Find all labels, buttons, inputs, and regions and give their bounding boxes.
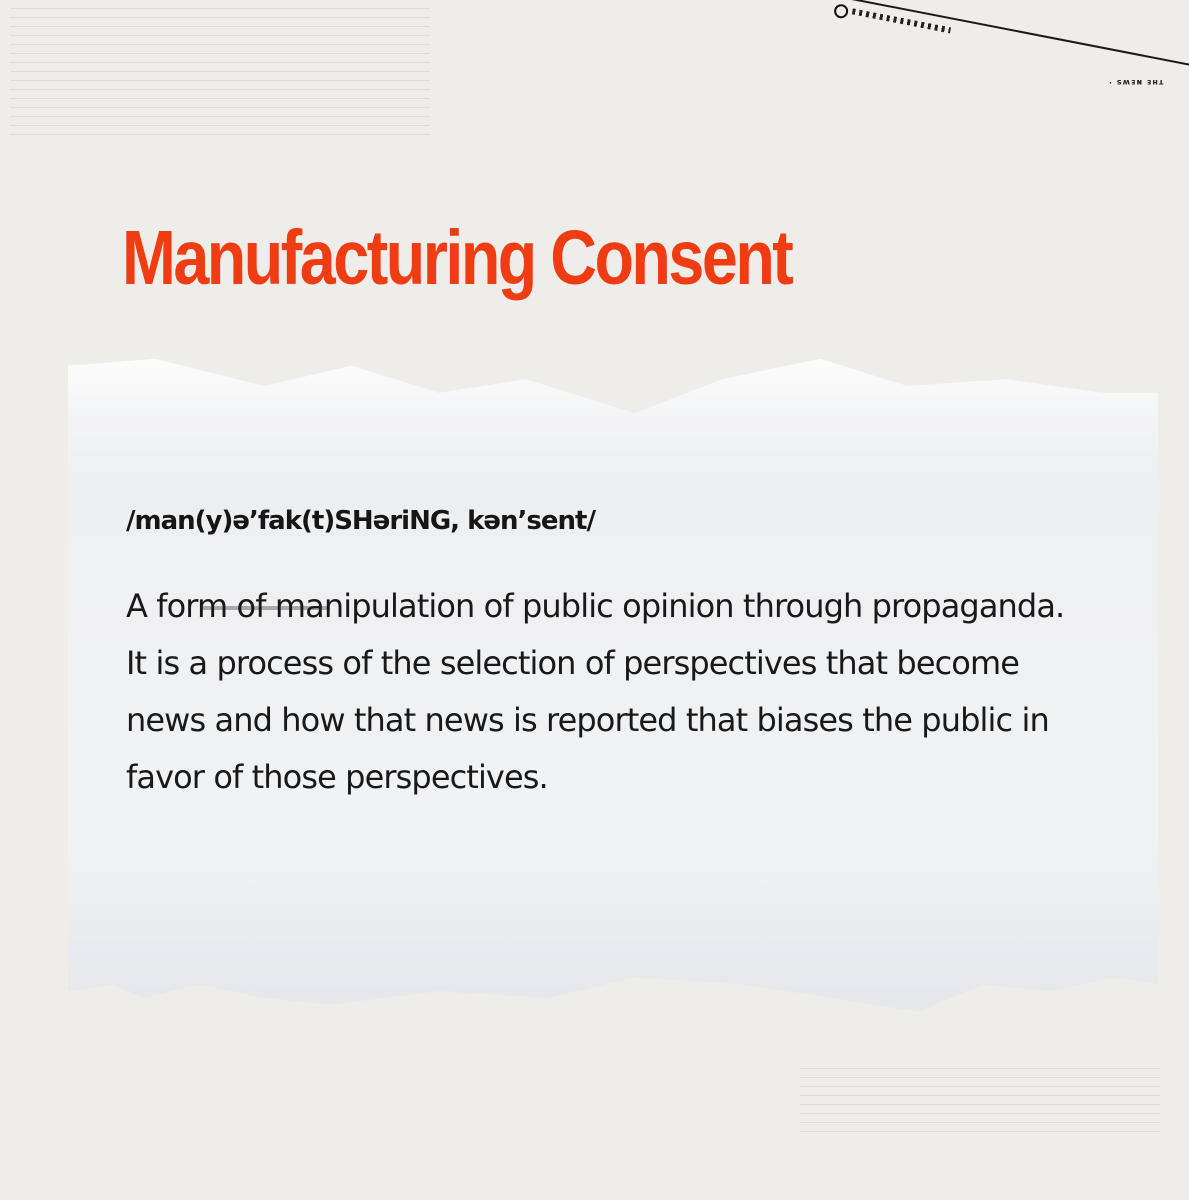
definition-text: A form of manipulation of public opinion through propaganda. It is a process of the selection of perspectives that become news and how that news is reported that biases the public in favor of those perspectives. — [126, 587, 1065, 796]
corner-brand-mark: ᴛʜᴇ ɴᴇᴡꜱ · — [1108, 78, 1164, 87]
circle-icon — [833, 3, 849, 19]
stamp-dashes — [852, 8, 951, 33]
page-title: Manufacturing Consent — [122, 215, 792, 301]
faded-newsprint-bottom-right — [800, 1060, 1160, 1190]
corner-stamp-strip — [776, 0, 1189, 137]
phonetic-pronunciation: /man(y)ə’fak(t)SHəriNG, kən’sent/ — [126, 506, 595, 536]
